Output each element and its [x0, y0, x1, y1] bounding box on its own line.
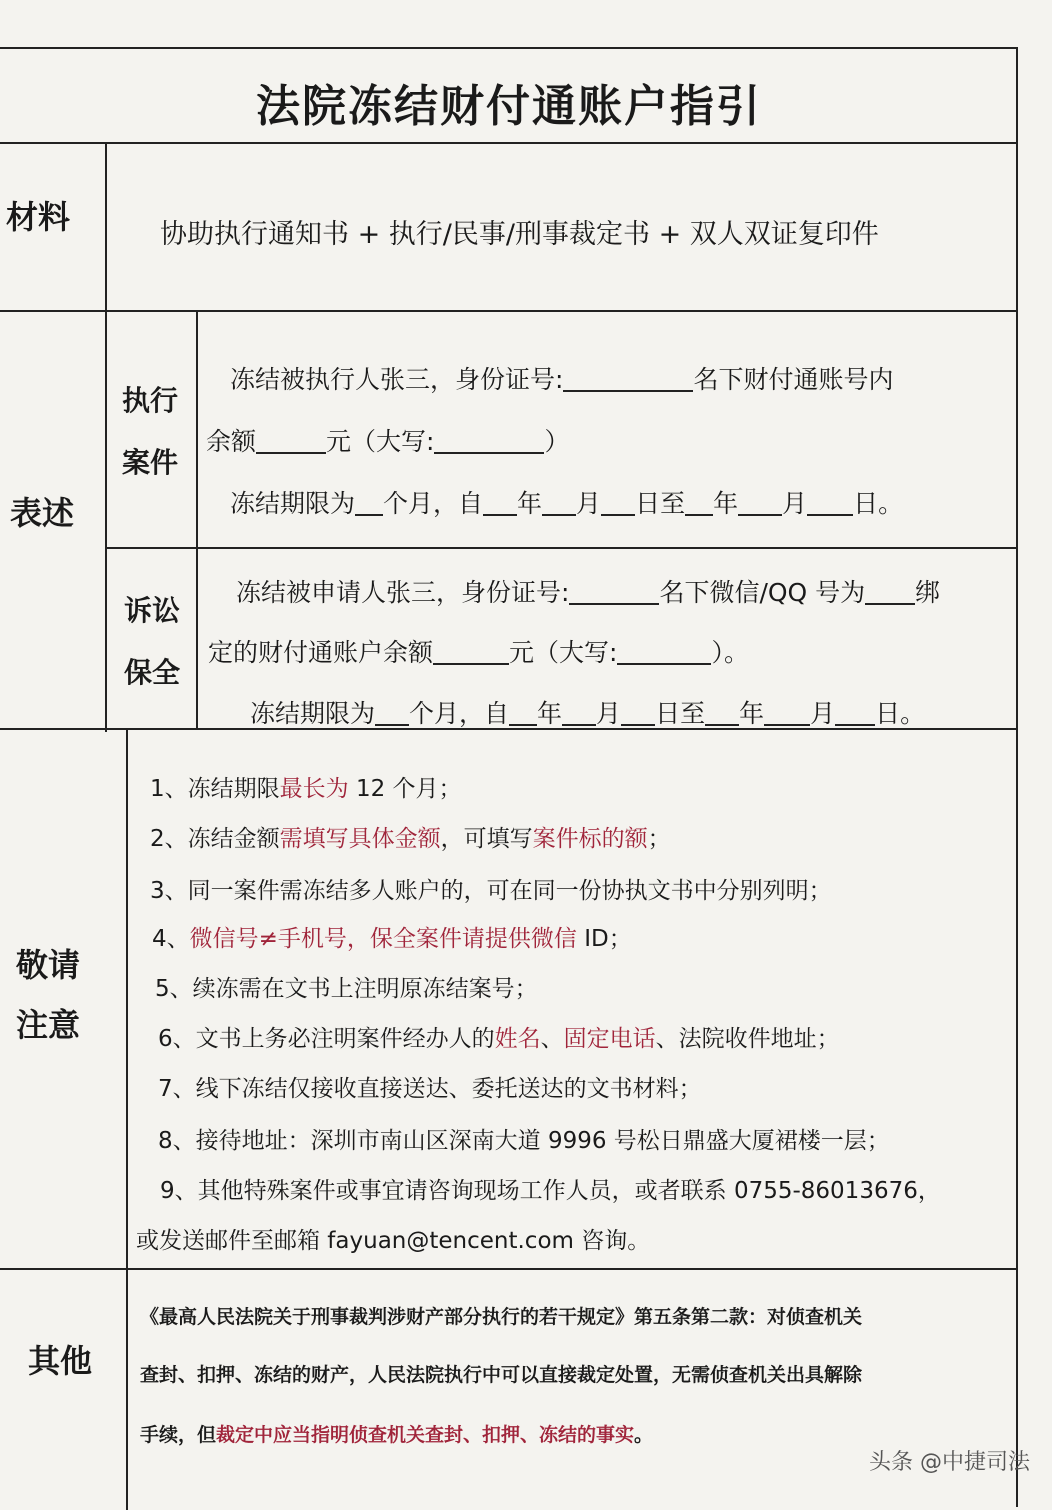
execution-label-line2: 案件 — [122, 446, 179, 479]
notes-label-line1: 敬请 — [16, 946, 81, 984]
litigation-text: 年 — [537, 699, 563, 728]
note-number: 3、 — [150, 878, 188, 904]
date-blank — [483, 489, 517, 516]
note-item-4 — [152, 920, 632, 953]
litigation-text: 冻结被申请人张三，身份证号: — [236, 578, 570, 607]
note-item-6 — [158, 1020, 840, 1053]
statement-label: 表述 — [10, 494, 75, 532]
date-blank — [601, 489, 635, 516]
note-highlight: 姓名 — [494, 1026, 541, 1052]
execution-text: 冻结被执行人张三，身份证号: — [230, 365, 564, 394]
note-item-5 — [155, 970, 538, 1003]
note-number: 2、 — [150, 826, 188, 852]
note-item-2 — [150, 820, 671, 853]
litigation-label-line1: 诉讼 — [124, 594, 181, 627]
litigation-text: 冻结期限为 — [250, 699, 376, 728]
amount-blank — [433, 638, 509, 665]
other-highlight: 裁定中应当指明侦查机关查封、扣押、冻结的事实 — [216, 1424, 635, 1446]
date-blank — [562, 699, 596, 726]
divider-title — [0, 142, 1018, 144]
litigation-text: 月 — [596, 699, 622, 728]
date-blank — [375, 699, 409, 726]
date-blank — [509, 699, 537, 726]
execution-text: 个月，自 — [383, 489, 484, 518]
date-blank — [621, 699, 655, 726]
other-text: 手续，但 — [140, 1424, 217, 1446]
id-number-blank — [569, 578, 659, 605]
note-text: 同一案件需冻结多人账户的，可在同一份协执文书中分别列明； — [187, 878, 832, 904]
note-text: 冻结期限 — [187, 776, 280, 802]
litigation-label-line2: 保全 — [124, 656, 181, 689]
note-text: ID； — [576, 926, 632, 952]
execution-text: 元（大写: — [326, 427, 435, 456]
execution-text: ） — [544, 427, 570, 456]
date-blank — [542, 489, 576, 516]
litigation-line-1 — [236, 573, 940, 609]
date-blank — [807, 489, 853, 516]
note-text: 、法院收件地址； — [655, 1026, 840, 1052]
execution-text: 日至 — [635, 489, 686, 518]
execution-line-3 — [230, 484, 903, 520]
note-number: 1、 — [150, 776, 188, 802]
id-number-blank — [563, 365, 693, 392]
note-item-7 — [158, 1070, 702, 1103]
label-column-divider — [105, 142, 107, 732]
execution-text: 日。 — [853, 489, 904, 518]
note-highlight: 最长为 — [279, 776, 349, 802]
litigation-text: 日。 — [875, 699, 926, 728]
other-line-1: 《最高人民法院关于刑事裁判涉财产部分执行的若干规定》第五条第二款：对侦查机关 — [140, 1306, 863, 1328]
date-blank — [764, 699, 810, 726]
litigation-text: 日至 — [655, 699, 706, 728]
litigation-text: 月 — [810, 699, 836, 728]
execution-text: 月 — [576, 489, 602, 518]
note-item-8 — [158, 1122, 890, 1155]
table-border-right — [1016, 47, 1018, 1507]
date-blank — [355, 489, 383, 516]
other-line-3 — [140, 1420, 653, 1447]
note-text: 线下冻结仅接收直接送达、委托送达的文书材料； — [195, 1076, 702, 1102]
amount-words-blank — [434, 427, 544, 454]
sub-label-column-divider — [196, 310, 198, 730]
note-item-9 — [160, 1172, 941, 1205]
notes-label — [16, 935, 80, 1055]
table-border-top — [0, 47, 1018, 49]
other-text: 。 — [634, 1424, 654, 1446]
note-text: 、 — [540, 1026, 564, 1052]
divider-statement-sub — [107, 547, 1018, 549]
execution-line-2 — [206, 422, 569, 458]
note-number: 9、 — [160, 1178, 198, 1204]
amount-words-blank — [617, 638, 711, 665]
note-text: 12 个月； — [348, 776, 462, 802]
note-text: 文书上务必注明案件经办人的 — [195, 1026, 495, 1052]
materials-content: 协助执行通知书 + 执行/民事/刑事裁定书 + 双人双证复印件 — [160, 219, 879, 250]
note-highlight: 微信号≠手机号，保全案件请提供微信 — [189, 926, 577, 952]
other-label: 其他 — [28, 1342, 93, 1380]
note-number: 7、 — [158, 1076, 196, 1102]
source-watermark: 头条 @中捷司法 — [869, 1450, 1030, 1475]
notes-label-line2: 注意 — [16, 1006, 81, 1044]
note-text: ； — [647, 826, 671, 852]
amount-blank — [256, 427, 326, 454]
date-blank — [685, 489, 713, 516]
litigation-text: 元（大写: — [509, 638, 618, 667]
litigation-text: 绑 — [915, 578, 941, 607]
execution-label-line1: 执行 — [122, 384, 179, 417]
litigation-text: 年 — [739, 699, 765, 728]
note-item-3 — [150, 872, 832, 905]
execution-line-1 — [230, 360, 893, 396]
note-highlight: 需填写具体金额 — [279, 826, 441, 852]
divider-notes — [0, 1268, 1018, 1270]
execution-text: 冻结期限为 — [230, 489, 356, 518]
note-text: 冻结金额 — [187, 826, 280, 852]
litigation-line-2 — [208, 633, 749, 669]
note-item-9-continued: 或发送邮件至邮箱 fayuan@tencent.com 咨询。 — [136, 1228, 651, 1254]
wechat-blank — [865, 578, 915, 605]
note-item-1 — [150, 770, 462, 803]
label-column-divider-lower — [126, 730, 128, 1510]
note-number: 6、 — [158, 1026, 196, 1052]
litigation-text: ）。 — [711, 638, 749, 667]
execution-text: 月 — [782, 489, 808, 518]
divider-materials — [0, 310, 1018, 312]
litigation-line-3 — [250, 694, 925, 730]
execution-case-label — [122, 370, 178, 494]
note-highlight: 案件标的额 — [532, 826, 648, 852]
other-line-2: 查封、扣押、冻结的财产，人民法院执行中可以直接裁定处置，无需侦查机关出具解除 — [140, 1364, 863, 1386]
litigation-preservation-label — [124, 580, 180, 704]
note-text: 其他特殊案件或事宜请咨询现场工作人员，或者联系 0755-86013676， — [197, 1178, 941, 1204]
note-highlight: 固定电话 — [563, 1026, 656, 1052]
note-number: 5、 — [155, 976, 193, 1002]
document-title: 法院冻结财付通账户指引 — [256, 81, 762, 132]
litigation-text: 个月，自 — [409, 699, 510, 728]
note-number: 4、 — [152, 926, 190, 952]
note-number: 8、 — [158, 1128, 196, 1154]
date-blank — [738, 489, 782, 516]
execution-text: 余额 — [206, 427, 257, 456]
execution-text: 年 — [713, 489, 739, 518]
materials-label: 材料 — [6, 198, 71, 236]
execution-text: 名下财付通账号内 — [693, 365, 894, 394]
litigation-text: 定的财付通账户余额 — [208, 638, 434, 667]
note-text: ，可填写 — [440, 826, 533, 852]
date-blank — [705, 699, 739, 726]
note-text: 接待地址：深圳市南山区深南大道 9996 号松日鼎盛大厦裙楼一层； — [195, 1128, 890, 1154]
note-text: 续冻需在文书上注明原冻结案号； — [192, 976, 538, 1002]
execution-text: 年 — [517, 489, 543, 518]
litigation-text: 名下微信/QQ 号为 — [659, 578, 866, 607]
date-blank — [835, 699, 875, 726]
